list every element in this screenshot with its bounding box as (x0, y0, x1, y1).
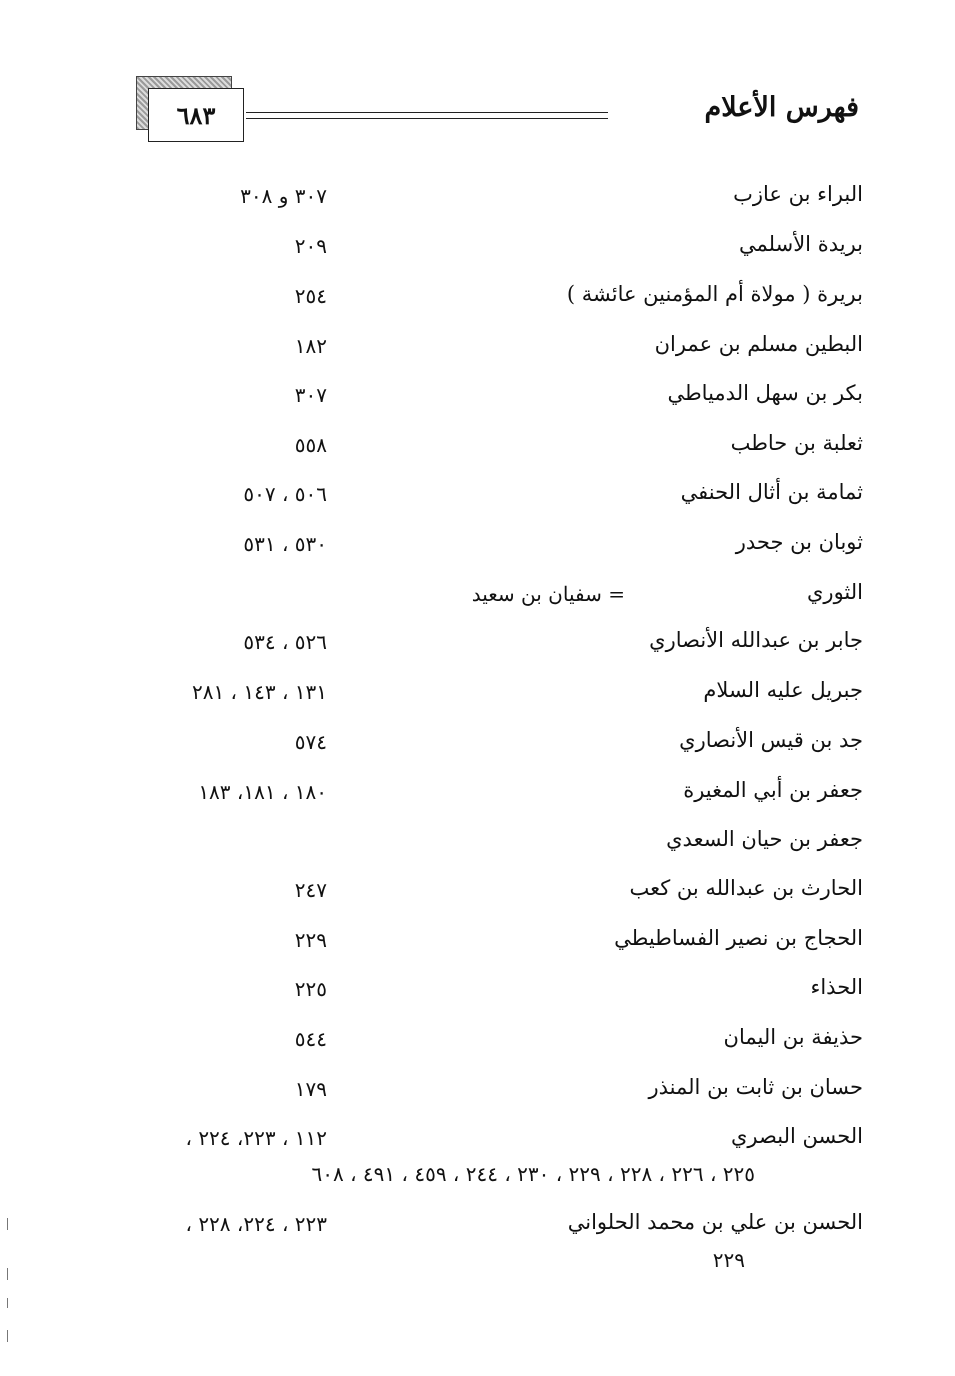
page-title: فهرس الأعلام (704, 92, 859, 123)
entry-name: جابر بن عبدالله الأنصاري (649, 628, 863, 652)
index-entry (0, 282, 955, 312)
entry-pages: ٥٤٤ (294, 1027, 327, 1051)
entry-pages: ٢٥٤ (294, 284, 327, 308)
index-entry (0, 827, 955, 857)
entry-pages: ٥٢٦ ، ٥٣٤ (243, 630, 327, 654)
entry-pages: ٣٠٧ (294, 383, 327, 407)
entry-pages-continued: ٢٢٥ ، ٢٢٦ ، ٢٢٨ ، ٢٢٩ ، ٢٣٠ ، ٢٤٤ ، ٤٥٩ ، ٤٩١ ، ٦٠٨ (311, 1162, 755, 1186)
entry-name: الحسن بن علي بن محمد الحلواني (567, 1210, 863, 1234)
page-number: ٦٨٣ (148, 88, 244, 142)
entry-name: جبريل عليه السلام (703, 678, 863, 702)
entry-name: جد بن قيس الأنصاري (679, 728, 863, 752)
index-entry (0, 728, 955, 758)
entry-pages: ٣٠٧ و ٣٠٨ (240, 184, 327, 208)
header-rule (246, 112, 608, 119)
scan-mark (7, 1330, 8, 1342)
entry-cross-reference: = سفيان بن سعيد (471, 582, 625, 606)
entry-pages-continued: ٢٢٩ (712, 1248, 745, 1272)
entry-name: حسان بن ثابت بن المنذر (648, 1075, 863, 1099)
index-entry (0, 1025, 955, 1055)
entry-name: جعفر بن أبي المغيرة (683, 778, 863, 802)
scan-mark (7, 1298, 8, 1308)
index-entry (0, 431, 955, 461)
entry-name: الحسن البصري (731, 1124, 863, 1148)
index-entry (0, 580, 955, 610)
index-entry (0, 182, 955, 212)
scan-mark (7, 1218, 8, 1230)
entry-name: الثوري (807, 580, 863, 604)
index-entry (0, 778, 955, 808)
entry-name: جعفر بن حيان السعدي (666, 827, 863, 851)
entry-name: ثعلبة بن حاطب (730, 431, 863, 455)
index-entry (0, 628, 955, 658)
scan-mark (7, 1268, 8, 1280)
index-entry (0, 678, 955, 708)
entry-name: البراء بن عازب (733, 182, 863, 206)
entry-name: الحذاء (810, 975, 863, 999)
entry-name: البطين مسلم بن عمران (654, 332, 863, 356)
entry-pages: ٥٧٤ (294, 730, 327, 754)
index-entry (0, 975, 955, 1005)
entry-name: الحجاج بن نصير الفساطيطي (614, 926, 863, 950)
entry-pages: ١٣١ ، ١٤٣ ، ٢٨١ (191, 680, 327, 704)
index-entry (0, 876, 955, 906)
index-entry (0, 926, 955, 956)
entry-name: الحارث بن عبدالله بن كعب (629, 876, 863, 900)
index-entry (0, 1075, 955, 1105)
index-entry (0, 381, 955, 411)
entry-pages: ١٨٢ (294, 334, 327, 358)
entry-pages: ٥٠٦ ، ٥٠٧ (243, 482, 327, 506)
entry-pages: ٢٤٧ (294, 878, 327, 902)
entry-pages: ٢٢٩ (294, 928, 327, 952)
entry-pages: ٥٣٠ ، ٥٣١ (243, 532, 327, 556)
entry-pages: ٢٢٣ ، ٢٢٤، ٢٢٨ ، (185, 1212, 327, 1236)
entry-pages: ٢٢٥ (294, 977, 327, 1001)
entry-name: بريدة الأسلمي (739, 232, 863, 256)
index-entry (0, 530, 955, 560)
index-entry (0, 1124, 955, 1186)
entry-name: ثمامة بن أثال الحنفي (680, 480, 863, 504)
entry-name: حذيفة بن اليمان (723, 1025, 863, 1049)
entry-name: بريرة ( مولاة أم المؤمنين عائشة ) (566, 282, 863, 306)
entry-pages: ١٨٠ ، ١٨١، ١٨٣ (198, 780, 327, 804)
entry-name: ثوبان بن جحدر (735, 530, 863, 554)
entry-pages: ٢٠٩ (294, 234, 327, 258)
entry-pages: ١٧٩ (294, 1077, 327, 1101)
entry-pages: ٥٥٨ (294, 433, 327, 457)
entry-pages: ١١٢ ، ٢٢٣، ٢٢٤ ، (185, 1126, 327, 1150)
index-entry (0, 480, 955, 510)
entry-name: بكر بن سهل الدمياطي (667, 381, 863, 405)
index-entry (0, 1210, 955, 1272)
index-entry (0, 232, 955, 262)
index-entry (0, 332, 955, 362)
